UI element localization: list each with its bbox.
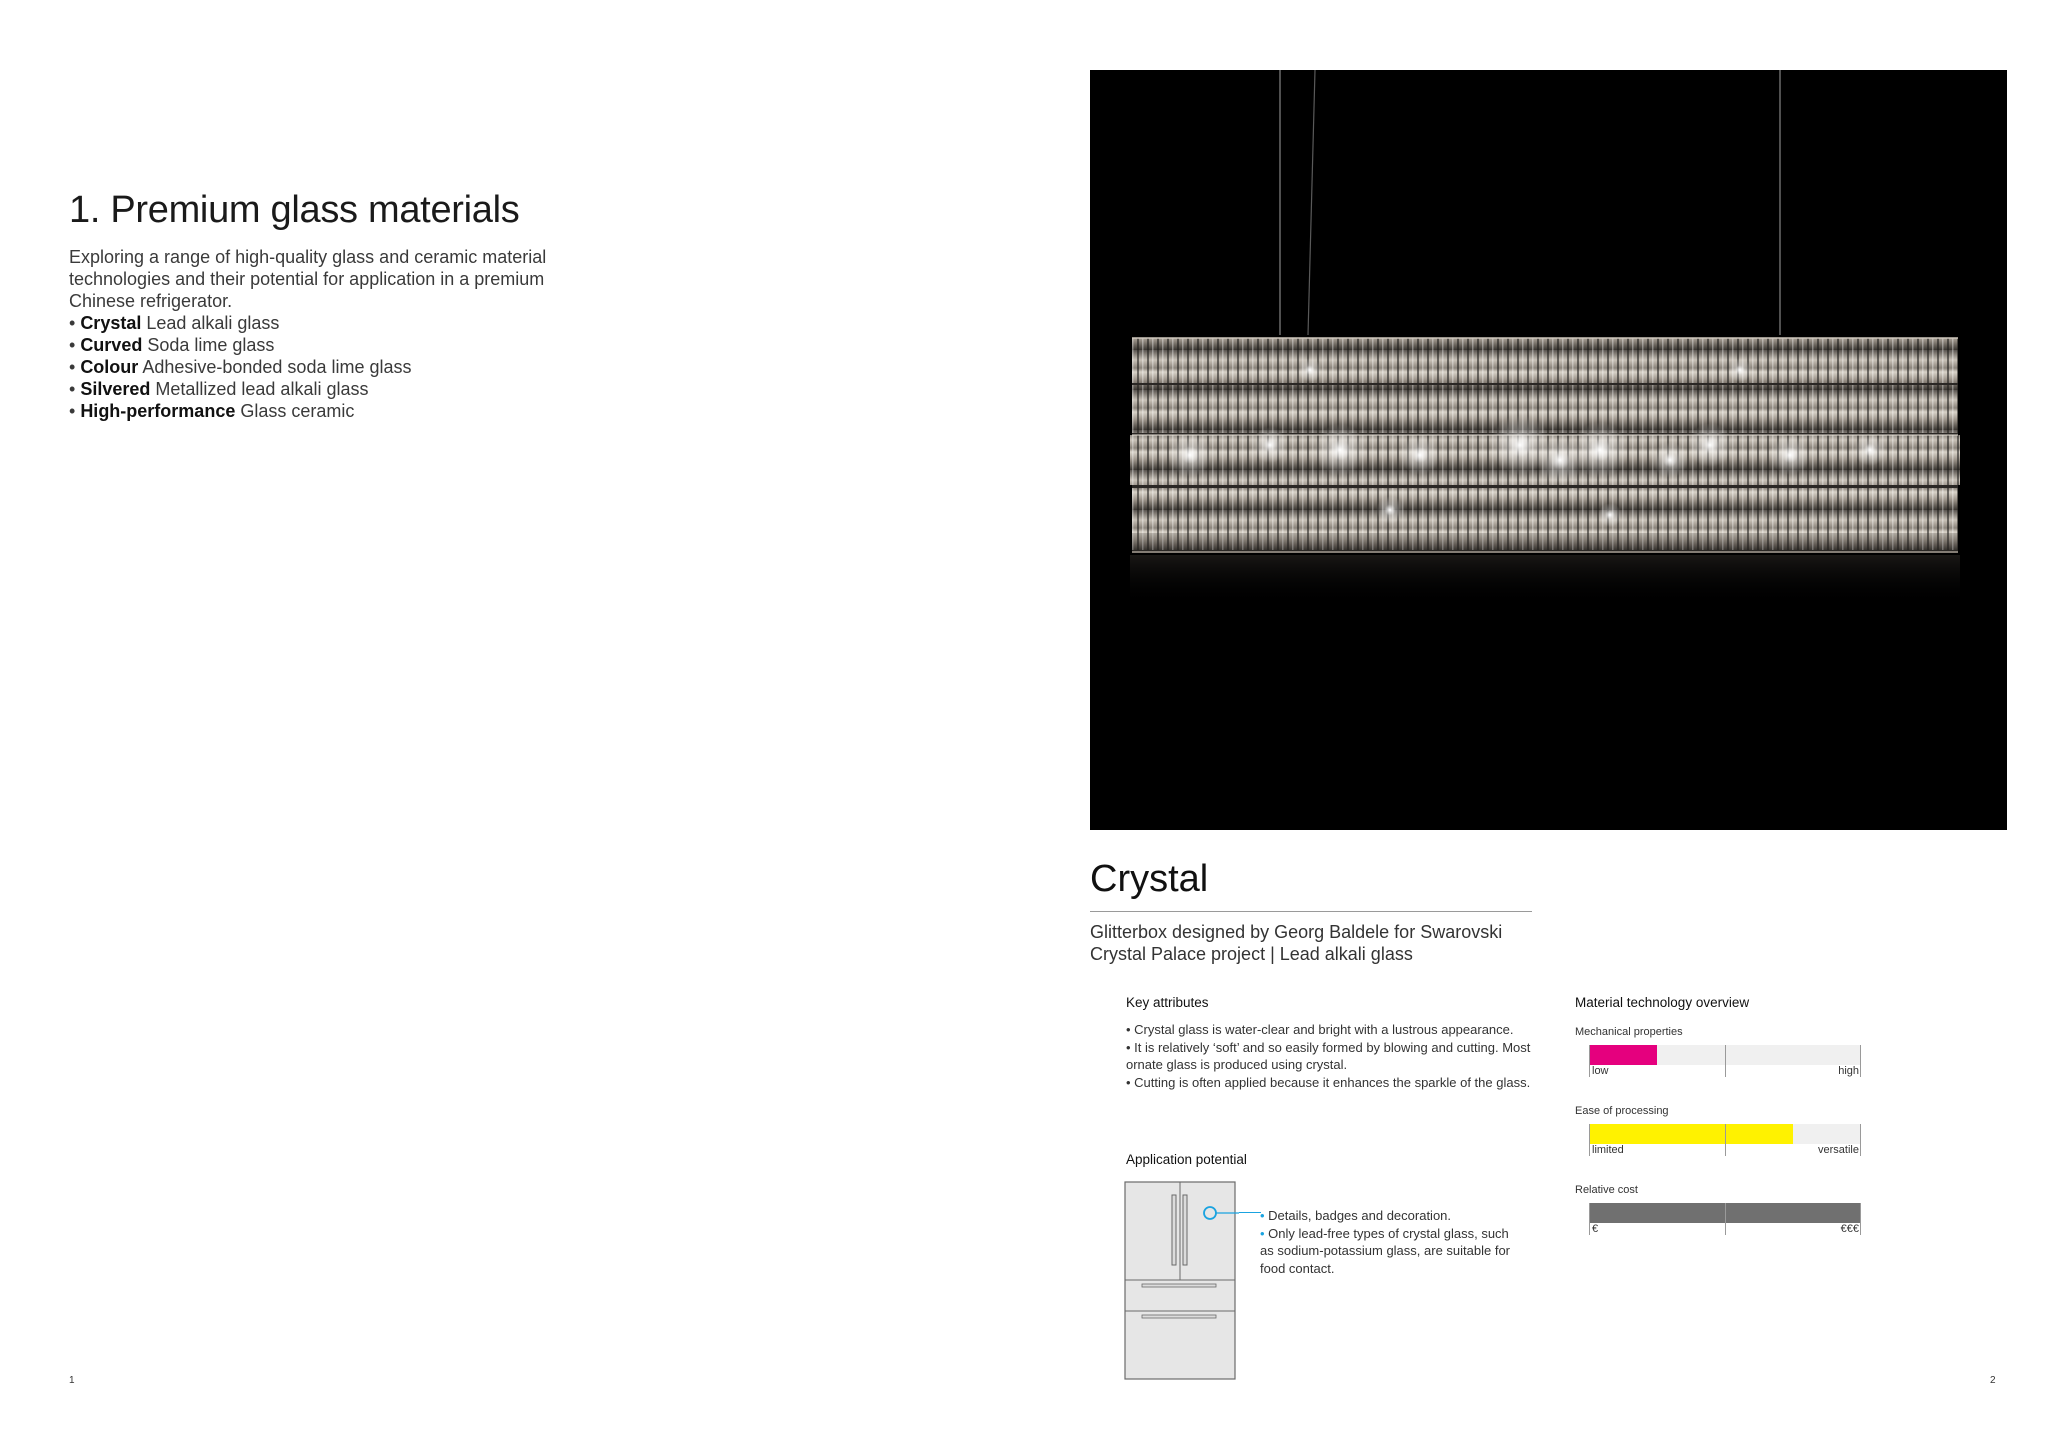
bar-track (1589, 1203, 1861, 1223)
application-potential-list (1260, 1207, 1520, 1278)
scale-min-label: limited (1592, 1144, 1624, 1156)
application-potential-heading: Application potential (1126, 1152, 1247, 1167)
list-item: • It is relatively ‘soft’ and so easily formed by blowing and cutting. Most ornate glass is produced using crystal. (1126, 1039, 1531, 1073)
bar-fill (1589, 1124, 1793, 1144)
list-item: • Colour Adhesive-bonded soda lime glass (69, 357, 412, 377)
callout-line (1239, 1212, 1261, 1213)
scale-min-label: low (1592, 1065, 1609, 1077)
list-item: • Crystal Lead alkali glass (69, 313, 280, 333)
ease-of-processing-scale (1575, 1105, 1859, 1157)
page-title: 1. Premium glass materials (69, 189, 520, 231)
list-item: • Crystal glass is water-clear and bright with a lustrous appearance. (1126, 1022, 1514, 1037)
scale-max-label: versatile (1818, 1144, 1859, 1156)
relative-cost-scale (1575, 1184, 1859, 1236)
scale-min-label: € (1592, 1223, 1599, 1235)
list-item: • Curved Soda lime glass (69, 335, 275, 355)
mechanical-properties-scale (1575, 1026, 1859, 1078)
bar-track (1589, 1045, 1861, 1065)
scale-max-label: high (1838, 1065, 1859, 1077)
bar-track (1589, 1124, 1861, 1144)
page-number-left: 1 (69, 1375, 75, 1386)
list-item: • Cutting is often applied because it enhances the sparkle of the glass. (1126, 1075, 1531, 1091)
key-attributes-list (1126, 1021, 1531, 1092)
list-item: • Details, badges and decoration. (1260, 1208, 1452, 1223)
list-item: • Silvered Metallized lead alkali glass (69, 379, 369, 399)
list-item: • High-performance Glass ceramic (69, 401, 355, 421)
material-list (69, 312, 412, 422)
subtitle: Glitterbox designed by Georg Baldele for Swarovski Crystal Palace project | Lead alkali glass (1090, 922, 1503, 964)
section-title: Crystal (1090, 858, 1209, 900)
intro-paragraph: Exploring a range of high-quality glass and ceramic material technologies and their potential for application in a premium Chinese refrigerator. (69, 247, 547, 311)
list-item: • Only lead-free types of crystal glass, such as sodium-potassium glass, are suitable for food contact. (1260, 1225, 1511, 1277)
bar-label: Mechanical properties (1575, 1026, 1683, 1038)
bar-fill (1589, 1045, 1657, 1065)
bar-label: Relative cost (1575, 1184, 1638, 1196)
bar-label: Ease of processing (1575, 1105, 1669, 1117)
refrigerator-diagram (1124, 1181, 1239, 1381)
title-divider (1090, 911, 1532, 912)
scale-max-label: €€€ (1840, 1223, 1859, 1235)
chandelier-photo (1090, 70, 2007, 830)
page-number-right: 2 (1990, 1375, 1996, 1386)
material-overview-heading: Material technology overview (1575, 995, 1750, 1010)
key-attributes-heading: Key attributes (1126, 995, 1209, 1010)
